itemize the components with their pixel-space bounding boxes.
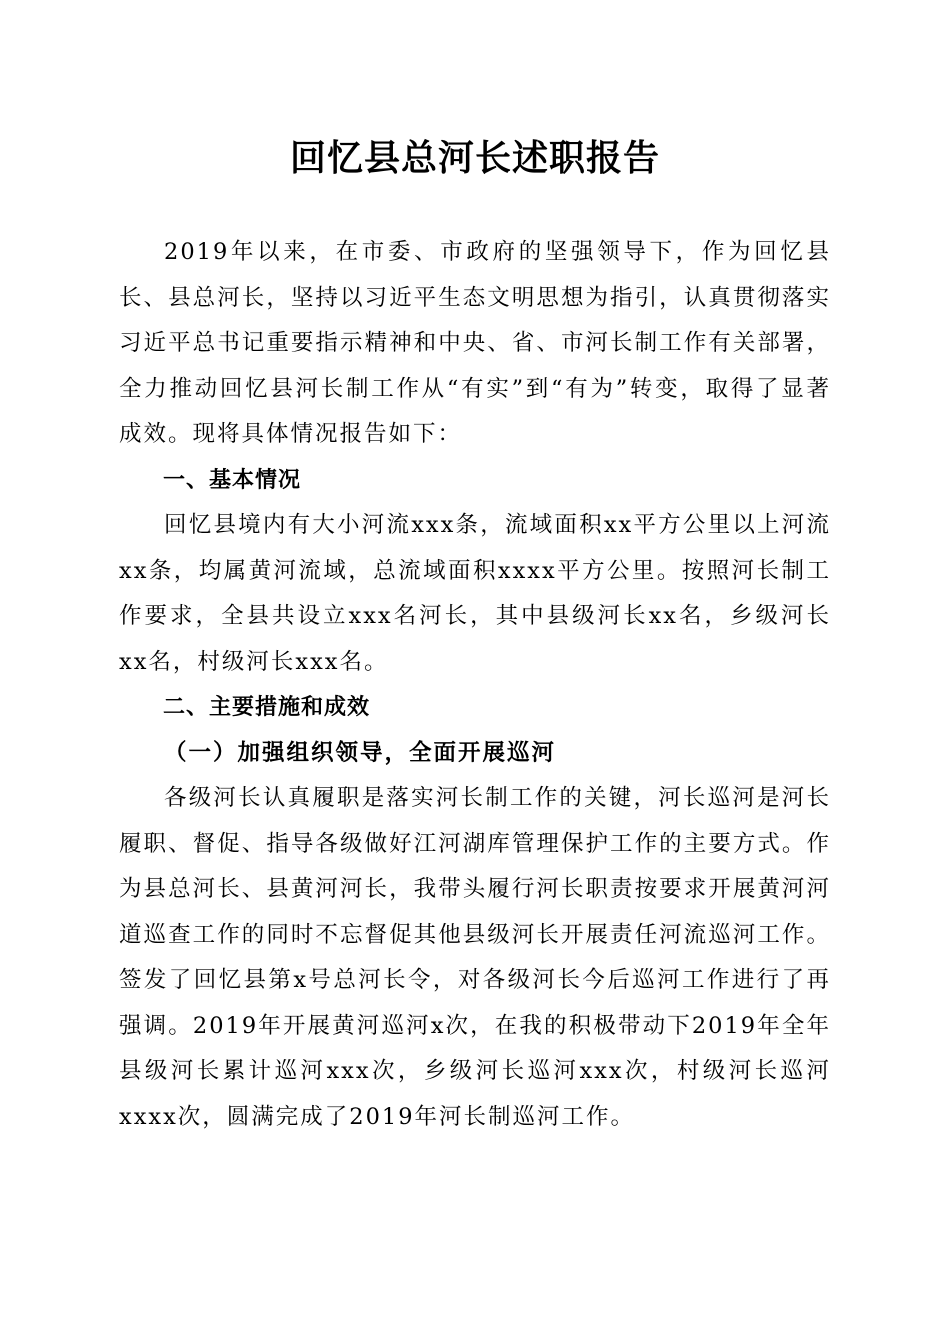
- document-title: 回忆县总河长述职报告: [289, 137, 660, 179]
- section-heading-main-measures: 二、主要措施和成效: [163, 695, 371, 720]
- organization-paragraph: 各级河长认真履职是落实河长制工作的关键，河长巡河是河长履职、督促、指导各级做好江河湖库管理保护工作的主要方式。作为县总河长、县黄河河长，我带头履行河长职责按要求开展黄河河道巡查工作的同时不忘督促其他县级河长开展责任河流巡河工作。签发了回忆县第x号总河长令，对各级河长今后巡河工作进行了再强调。2019年开展黄河巡河x次，在我的积极带动下2019年全年县级河长累计巡河xxx次，乡级河长巡河xxx次，村级河长巡河xxxx次，圆满完成了2019年河长制巡河工作。: [119, 785, 831, 1130]
- intro-paragraph: 2019年以来，在市委、市政府的坚强领导下，作为回忆县长、县总河长，坚持以习近平生态文明思想为指引，认真贯彻落实习近平总书记重要指示精神和中央、省、市河长制工作有关部署，全力推动回忆县河长制工作从“有实”到“有为”转变，取得了显著成效。现将具体情况报告如下：: [119, 239, 831, 447]
- subsection-heading-organization: （一）加强组织领导，全面开展巡河: [164, 739, 557, 766]
- section-heading-basic-situation: 一、基本情况: [163, 467, 302, 493]
- basic-situation-paragraph: 回忆县境内有大小河流xxx条，流域面积xx平方公里以上河流xx条，均属黄河流域，总流域面积xxxx平方公里。按照河长制工作要求，全县共设立xxx名河长，其中县级河长xx名，乡级河长xx名，村级河长xxx名。: [119, 512, 831, 675]
- document-body: [119, 230, 831, 1140]
